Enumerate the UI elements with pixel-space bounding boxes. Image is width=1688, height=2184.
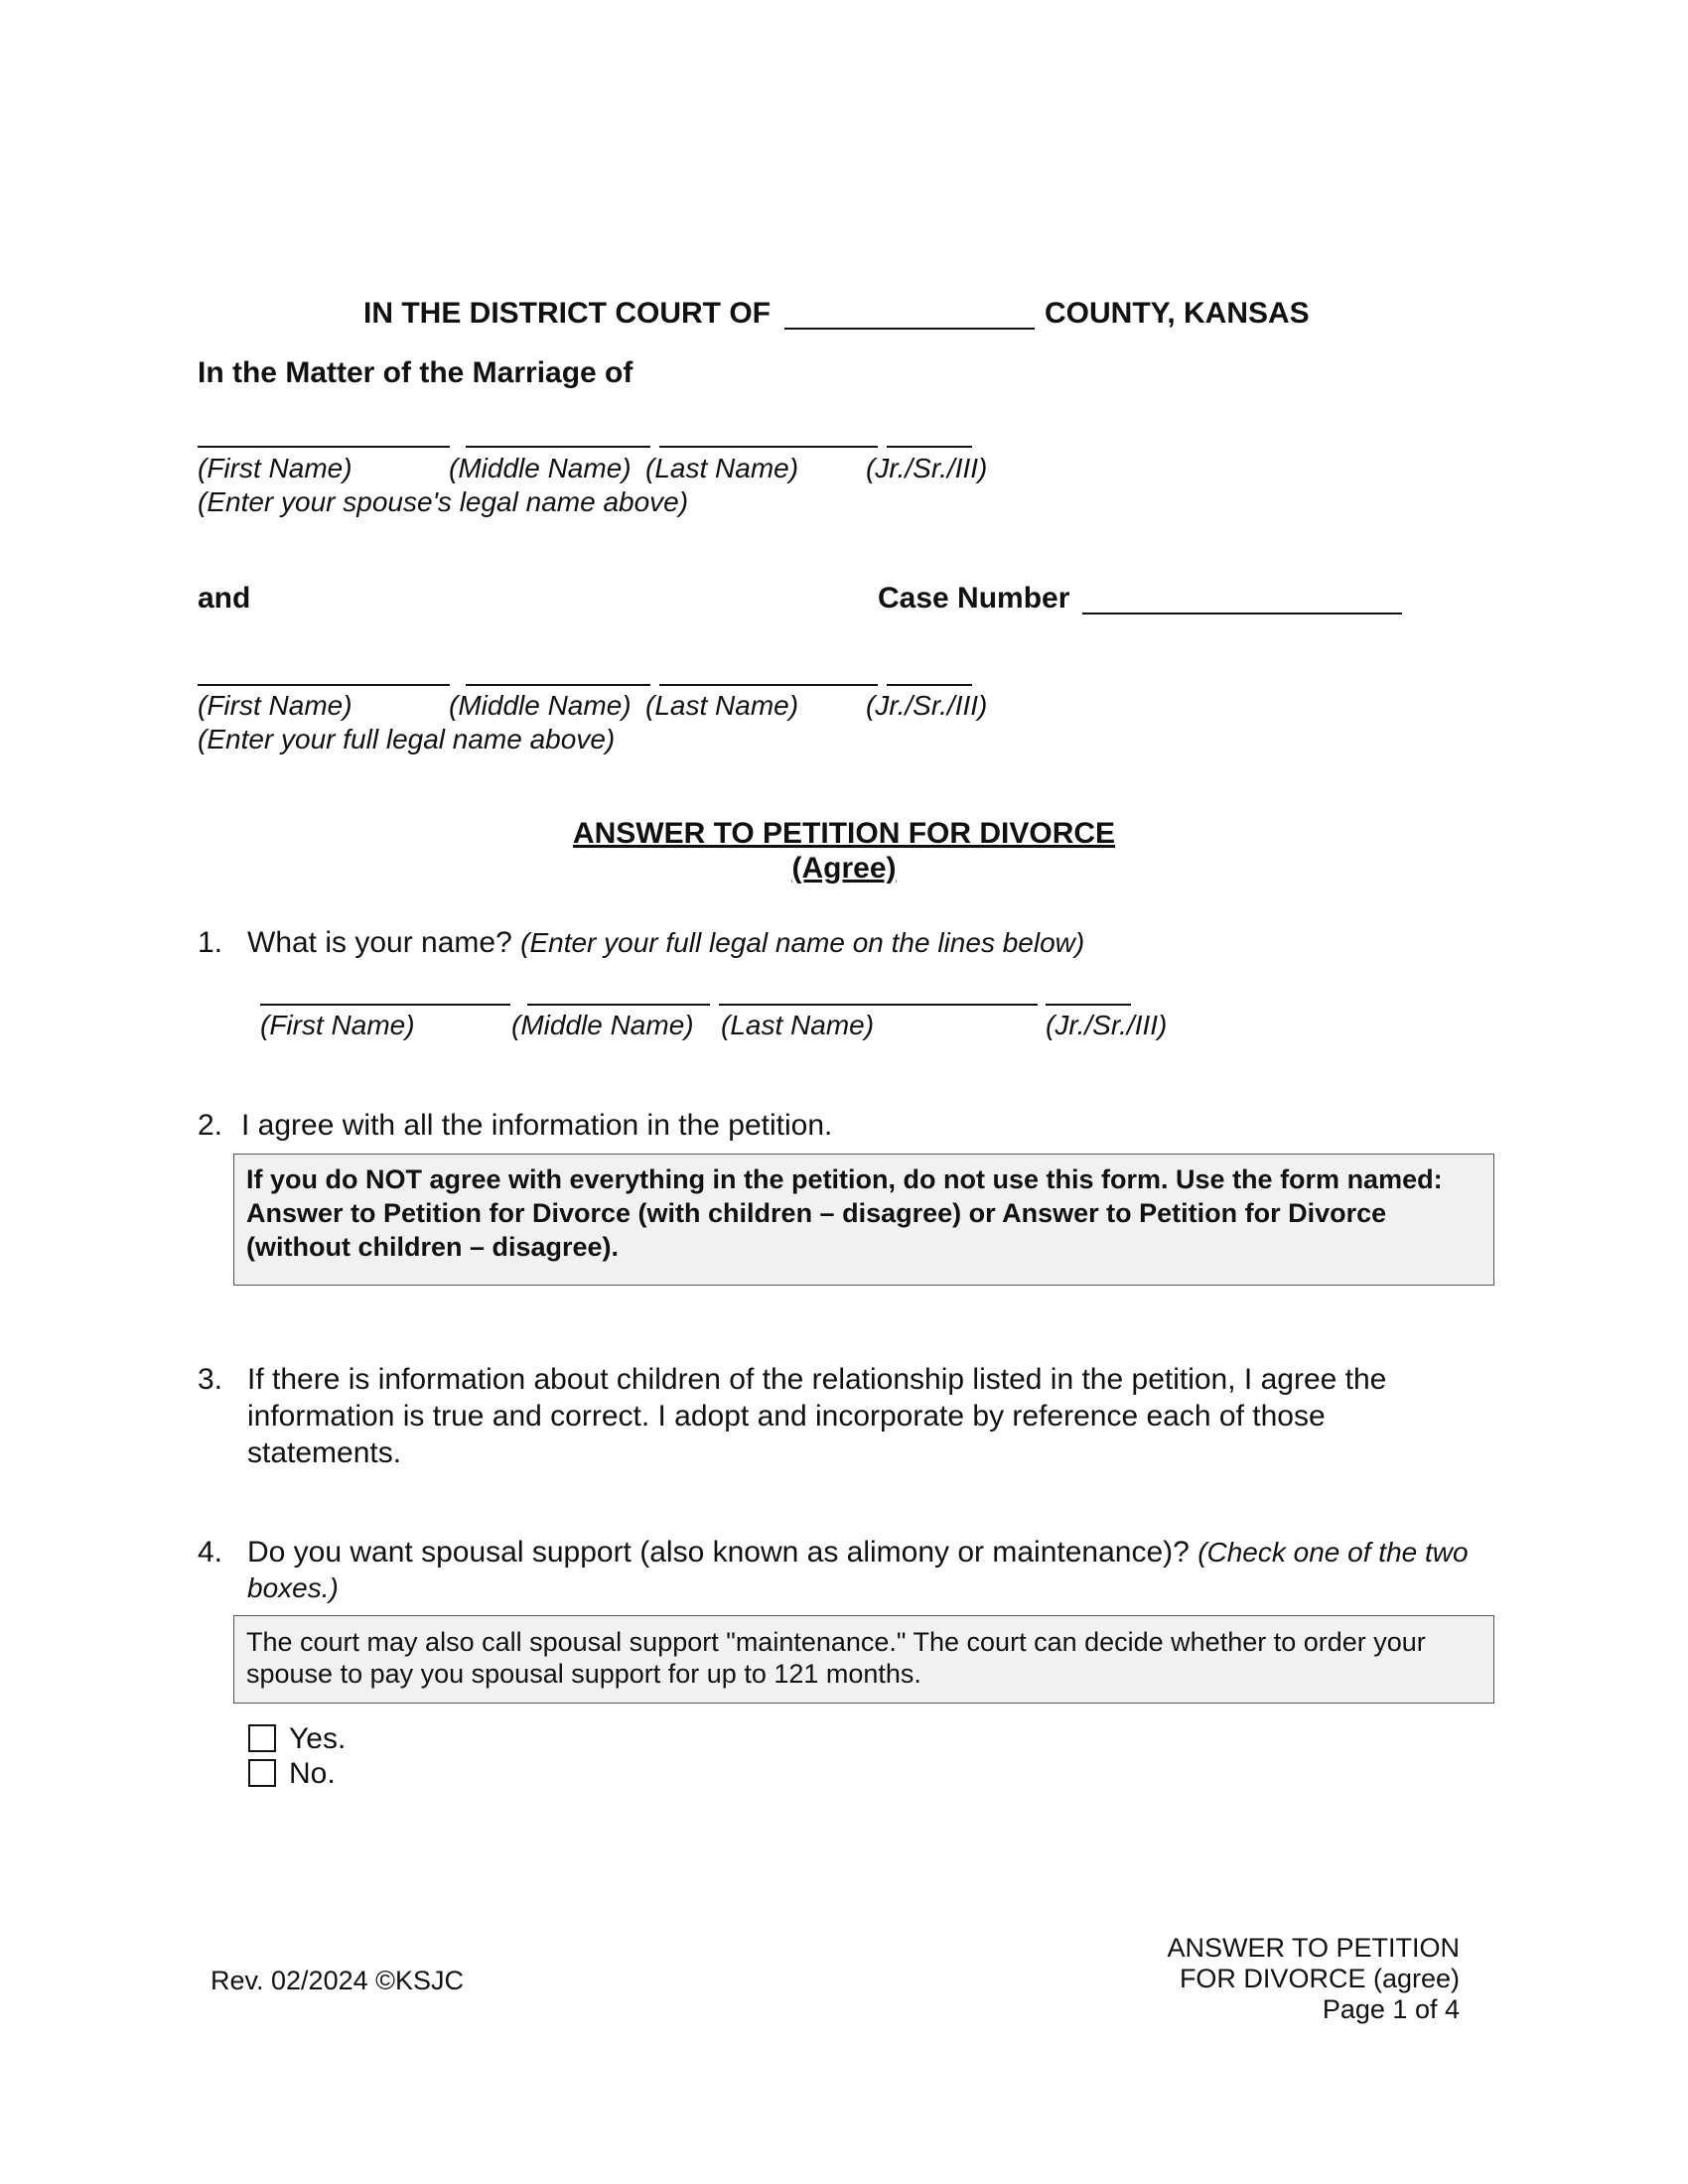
q1-text xyxy=(247,925,1084,961)
q3-line-2: information is true and correct. I adopt and incorporate by reference each of those xyxy=(247,1400,1326,1433)
footer-form-line-1: ANSWER TO PETITION xyxy=(1167,1933,1460,1963)
case-number-field[interactable] xyxy=(1082,613,1402,614)
q4-text xyxy=(247,1535,1469,1570)
answer-first-name-field[interactable] xyxy=(260,1004,510,1006)
info-line-1: The court may also call spousal support "maintenance." The court can decide whether to order your xyxy=(246,1627,1426,1657)
answer-suffix-field[interactable] xyxy=(1046,1004,1131,1006)
matter-heading: In the Matter of the Marriage of xyxy=(198,356,633,389)
spouse-suffix-field[interactable] xyxy=(887,446,972,448)
form-title-line1: ANSWER TO PETITION FOR DIVORCE xyxy=(572,817,1116,850)
spouse-last-name-field[interactable] xyxy=(659,446,878,448)
self-first-name-field[interactable] xyxy=(198,684,450,686)
yes-checkbox[interactable] xyxy=(248,1724,276,1752)
footer-form-line-2: FOR DIVORCE (agree) xyxy=(1179,1964,1460,1993)
yes-label: Yes. xyxy=(289,1722,347,1755)
spouse-name-hint: (Enter your spouse's legal name above) xyxy=(198,486,689,517)
form-subtitle xyxy=(0,851,1688,887)
page-number: Page 1 of 4 xyxy=(1322,1994,1460,2024)
county-field[interactable] xyxy=(784,328,1035,330)
answer-suffix-label: (Jr./Sr./III) xyxy=(1046,1010,1168,1040)
no-checkbox[interactable] xyxy=(248,1759,276,1787)
revision-label: Rev. 02/2024 ©KSJC xyxy=(211,1966,465,1995)
self-suffix-label: (Jr./Sr./III) xyxy=(866,690,988,721)
answer-middle-name-field[interactable] xyxy=(527,1004,710,1006)
notice-line-2: Answer to Petition for Divorce (with children – disagree) or Answer to Petition for Divorce xyxy=(246,1198,1387,1228)
self-middle-name-field[interactable] xyxy=(466,684,650,686)
notice-line-3: (without children – disagree). xyxy=(246,1232,620,1262)
q3-line-3: statements. xyxy=(247,1436,402,1469)
spouse-middle-label: (Middle Name) xyxy=(449,453,632,483)
and-label: and xyxy=(198,582,251,614)
q1-hint: (Enter your full legal name on the lines below) xyxy=(520,927,1085,958)
q4-number: 4. xyxy=(198,1536,223,1569)
answer-middle-label: (Middle Name) xyxy=(511,1010,694,1040)
spouse-first-label: (First Name) xyxy=(198,453,352,483)
court-prefix: IN THE DISTRICT COURT OF xyxy=(363,297,771,330)
answer-last-label: (Last Name) xyxy=(721,1010,875,1040)
spouse-middle-name-field[interactable] xyxy=(466,446,650,448)
self-first-label: (First Name) xyxy=(198,690,352,721)
q3-line-1: If there is information about children of the relationship listed in the petition, I agree the xyxy=(247,1363,1387,1396)
form-title-line2: (Agree) xyxy=(791,852,897,885)
q1-number: 1. xyxy=(198,926,223,959)
q2-number: 2. xyxy=(198,1109,223,1142)
q3-number: 3. xyxy=(198,1363,223,1396)
q2-text: I agree with all the information in the petition. xyxy=(241,1109,833,1142)
form-title xyxy=(0,816,1688,852)
spouse-suffix-label: (Jr./Sr./III) xyxy=(866,453,988,483)
self-suffix-field[interactable] xyxy=(887,684,972,686)
no-label: No. xyxy=(289,1757,336,1790)
spouse-first-name-field[interactable] xyxy=(198,446,450,448)
info-line-2: spouse to pay you spousal support for up to 121 months. xyxy=(246,1659,921,1689)
answer-last-name-field[interactable] xyxy=(719,1004,1038,1006)
self-middle-label: (Middle Name) xyxy=(449,690,632,721)
answer-first-label: (First Name) xyxy=(260,1010,415,1040)
q4-hint-line-1: (Check one of the two xyxy=(1197,1537,1469,1568)
q4-question: Do you want spousal support (also known as alimony or maintenance)? xyxy=(247,1536,1190,1569)
self-name-hint: (Enter your full legal name above) xyxy=(198,724,616,754)
spouse-last-label: (Last Name) xyxy=(645,453,799,483)
court-suffix: COUNTY, KANSAS xyxy=(1045,297,1310,330)
q1-question: What is your name? xyxy=(247,926,512,959)
case-number-label: Case Number xyxy=(878,582,1070,614)
notice-line-1: If you do NOT agree with everything in the petition, do not use this form. Use the form named: xyxy=(246,1164,1443,1194)
q4-hint-line-2: boxes.) xyxy=(247,1572,339,1603)
footer-form-title xyxy=(1167,1933,1460,2025)
self-last-label: (Last Name) xyxy=(645,690,799,721)
self-last-name-field[interactable] xyxy=(659,684,878,686)
